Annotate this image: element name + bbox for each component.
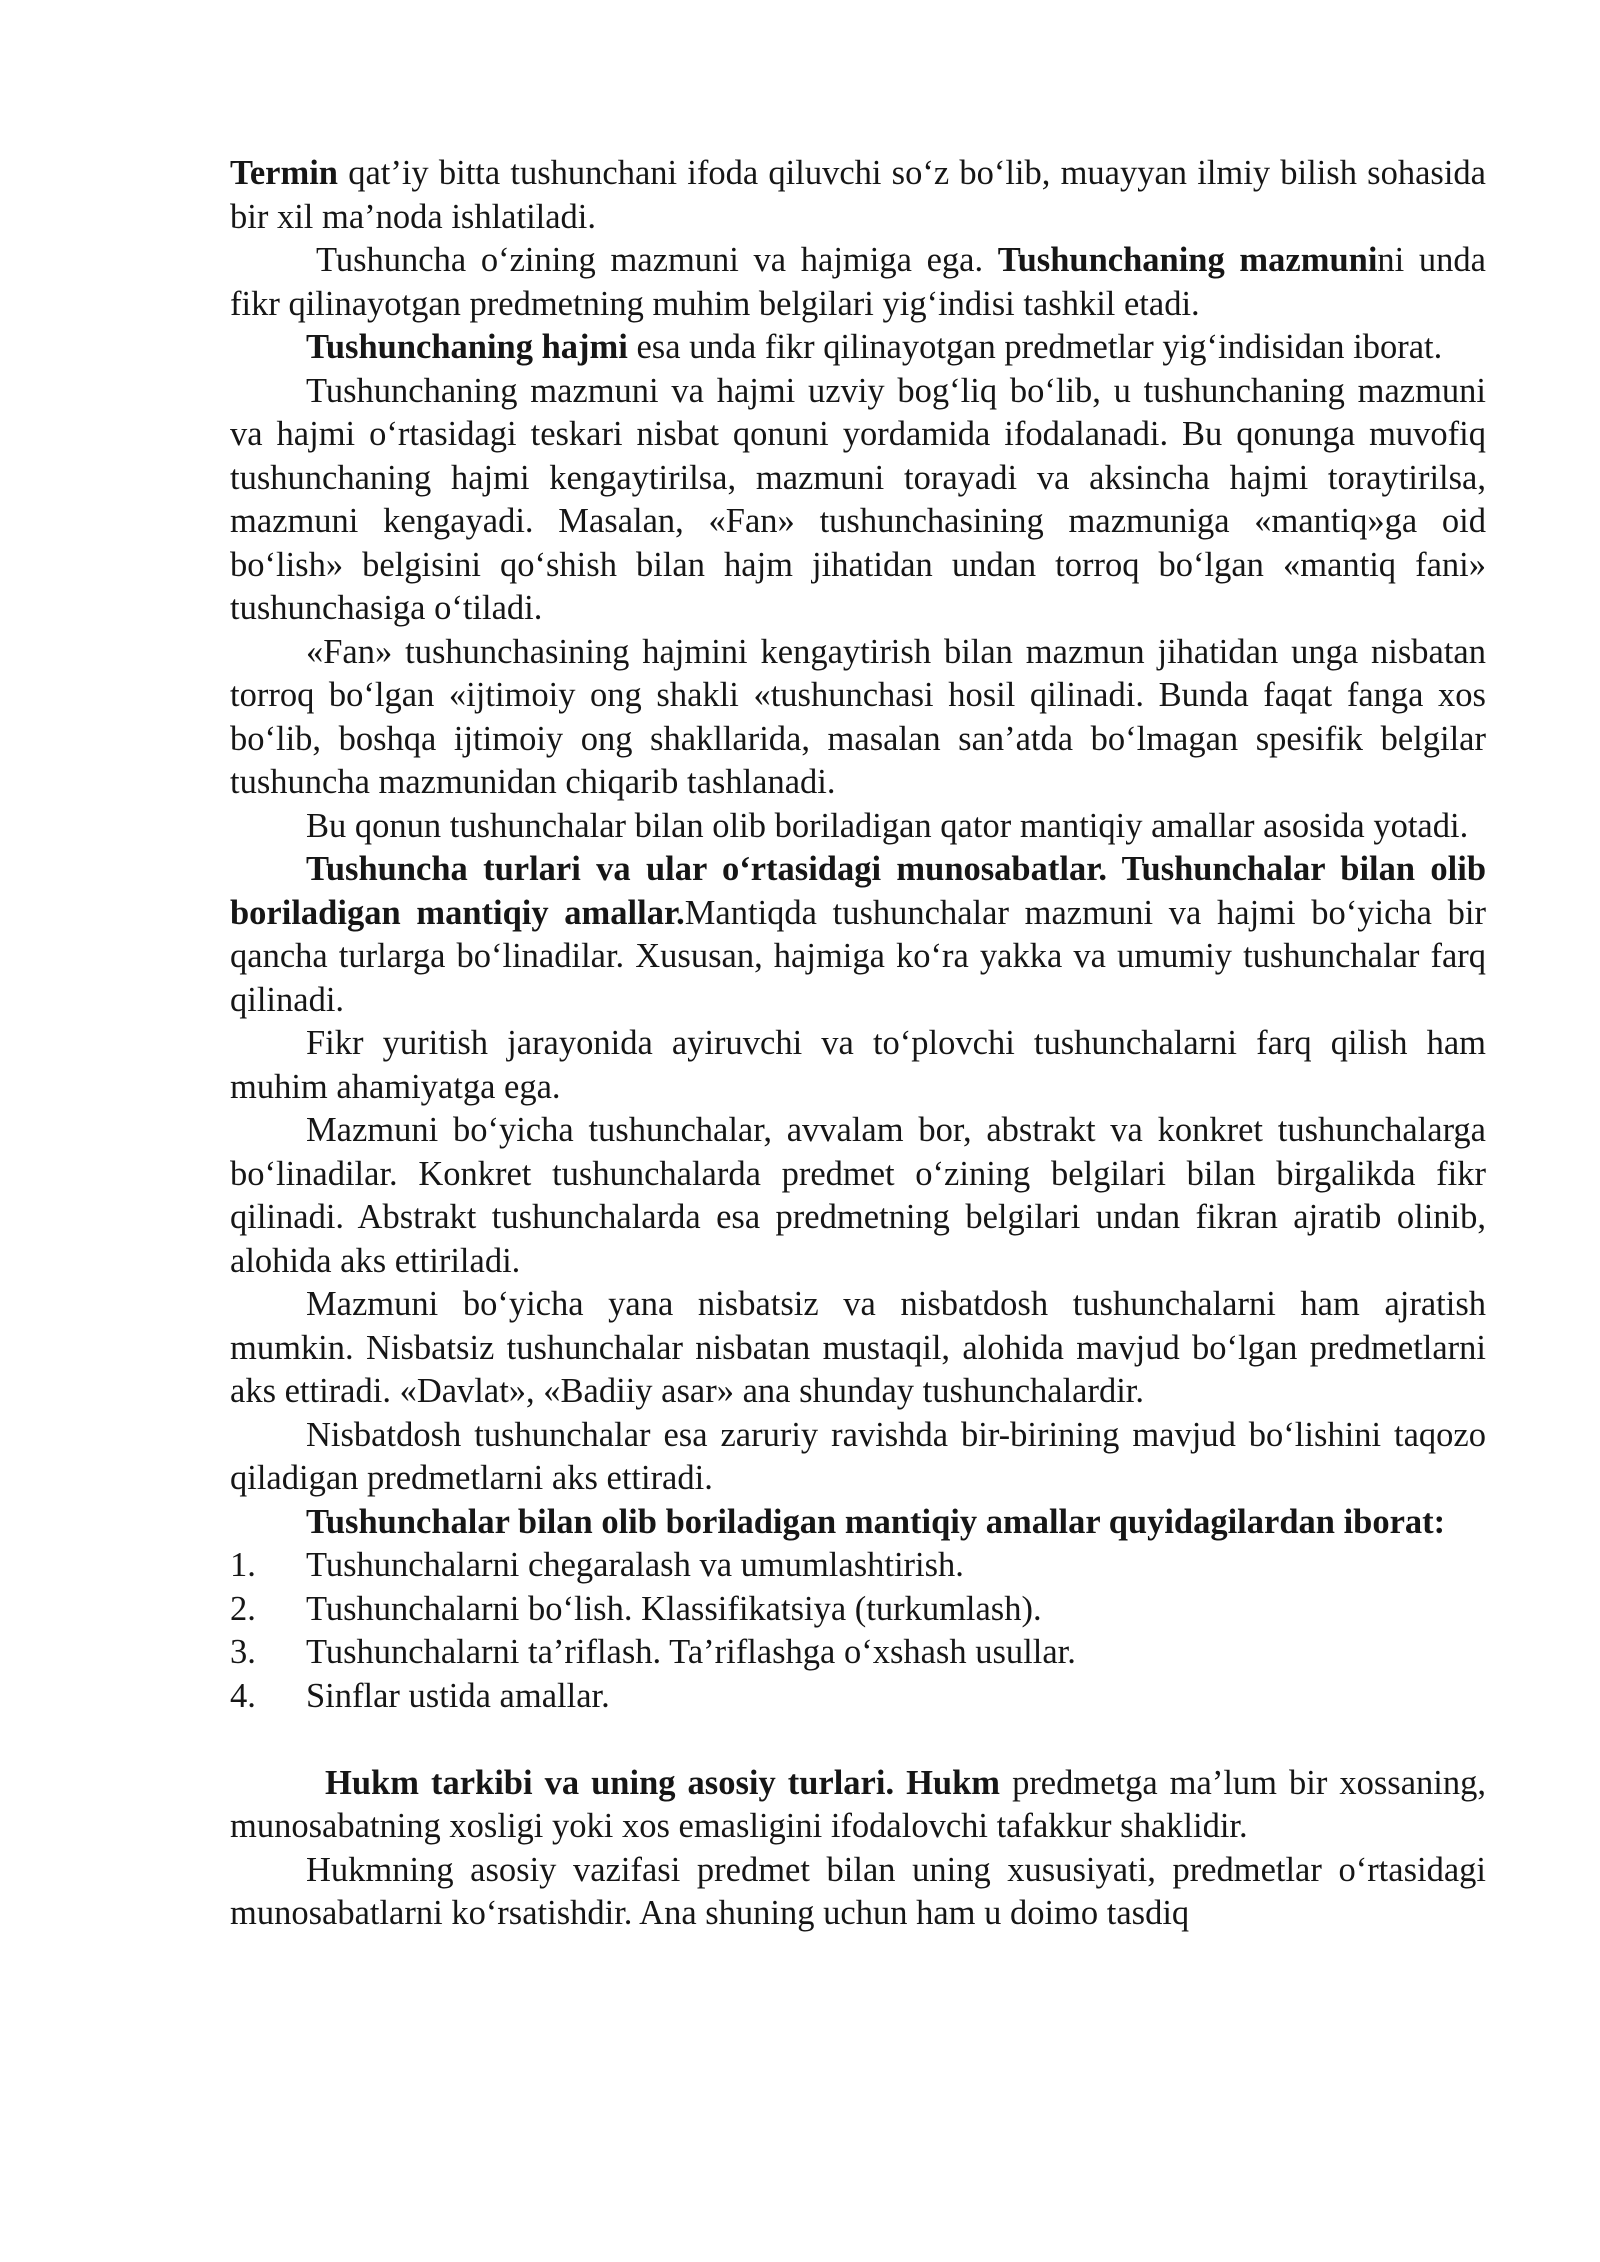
paragraph-nisbatdosh: Nisbatdosh tushunchalar esa zaruriy ravishda bir-birining mavjud bo‘lishini taqozo qiladigan predmetlarni aks ettiradi. (230, 1415, 1486, 1497)
operations-list (230, 1544, 1486, 1718)
list-number: 3. (230, 1633, 256, 1671)
paragraph-tushuncha-turlari (230, 848, 1486, 1022)
list-item (230, 1631, 1486, 1675)
bold-term: Termin (230, 154, 338, 192)
paragraph-amallar-heading (230, 1501, 1486, 1545)
list-text: Tushunchalarni bo‘lish. Klassifikatsiya (turkumlash). (306, 1589, 1042, 1628)
list-number: 4. (230, 1676, 256, 1715)
section-heading: Tushuncha turlari va ular o‘rtasidagi munosabatlar. Tushunchalar bilan olib boriladigan mantiqiy amallar. (230, 850, 1486, 932)
document-body (230, 152, 1486, 1936)
list-item (230, 1588, 1486, 1632)
list-number: 2. (230, 1589, 256, 1628)
paragraph-teskari-nisbat: Tushunchaning mazmuni va hajmi uzviy bog‘liq bo‘lib, u tushunchaning mazmuni va hajmi o‘rtasidagi teskari nisbat qonuni yordamida ifodalanadi. Bu qonunga muvofiq tushunchaning hajmi kengaytirilsa, mazmuni torayadi va aksincha hajmi toraytirilsa, mazmuni kengayadi. Masalan, «Fan» tushunchasining mazmuniga «mantiq»ga oid bo‘lish» belgisini qo‘shish bilan hajm jihatidan undan torroq bo‘lgan «mantiq fani» tushunchasiga o‘tiladi. (230, 371, 1486, 627)
paragraph-abstrakt-konkret: Mazmuni bo‘yicha tushunchalar, avvalam bor, abstrakt va konkret tushunchalarga bo‘linadilar. Konkret tushunchalarda predmet o‘zining belgilari bilan birgalikda fikr qilinadi. Abstrakt tushunchalarda esa predmetning belgilari undan fikran ajratib olinib, alohida aks ettiriladi. (230, 1111, 1486, 1280)
list-text: Tushunchalarni ta’riflash. Ta’riflashga o‘xshash usullar. (306, 1633, 1076, 1671)
paragraph-text: ni unda fikr qilinayotgan predmetning muhim belgilari yig‘indisi tashkil etadi. (230, 241, 1486, 323)
paragraph-ayiruvchi: Fikr yuritish jarayonida ayiruvchi va to‘plovchi tushunchalarni farq qilish ham muhim ahamiyatga ega. (230, 1024, 1486, 1106)
paragraph-text: predmetga ma’lum bir xossaning, munosabatning xosligi yoki xos emasligini ifodalovchi tafakkur shaklidir. (230, 1763, 1486, 1845)
list-text: Tushunchalarni chegaralash va umumlashtirish. (306, 1546, 964, 1584)
paragraph-nisbatsiz: Mazmuni bo‘yicha yana nisbatsiz va nisbatdosh tushunchalarni ham ajratish mumkin. Nisbatsiz tushunchalar nisbatan mustaqil, alohida mavjud bo‘lgan predmetlarni aks ettiradi. «Davlat», «Badiiy asar» ana shunday tushunchalardir. (230, 1285, 1486, 1410)
paragraph-fan-example: «Fan» tushunchasining hajmini kengaytirish bilan mazmun jihatidan unga nisbatan torroq bo‘lgan «ijtimoiy ong shakli «tushunchasi hosil qilinadi. Bunda faqat fanga xos bo‘lib, boshqa ijtimoiy ong shakllarida, masalan san’atda bo‘lmagan spesifik belgilar tushuncha mazmunidan chiqarib tashlanadi. (230, 632, 1486, 801)
paragraph-text: Mantiqda tushunchalar mazmuni va hajmi bo‘yicha bir qancha turlarga bo‘linadilar. Xususan, hajmiga ko‘ra yakka va umumiy tushunchalar farq qilinadi. (230, 893, 1486, 1019)
paragraph-termin (230, 152, 1486, 239)
section-heading: Hukm tarkibi va uning asosiy turlari. Hukm (325, 1763, 1001, 1802)
paragraph-hajmi (230, 326, 1486, 370)
bold-heading: Tushunchalar bilan olib boriladigan mantiqiy amallar quyidagilardan iborat: (306, 1502, 1446, 1541)
paragraph-text: esa unda fikr qilinayotgan predmetlar yig‘indisidan iborat. (627, 328, 1443, 366)
bold-term: Tushunchaning mazmuni (997, 241, 1378, 279)
paragraph-hukm-vazifasi: Hukmning asosiy vazifasi predmet bilan uning xususiyati, predmetlar o‘rtasidagi munosabatlarni ko‘rsatishdir. Ana shuning uchun ham u doimo tasdiq (230, 1850, 1486, 1932)
list-text: Sinflar ustida amallar. (306, 1676, 610, 1715)
list-number: 1. (230, 1546, 256, 1584)
paragraph-text: Tushuncha o‘zining mazmuni va hajmiga ega. (316, 241, 998, 279)
bold-term: Tushunchaning hajmi (306, 328, 628, 366)
paragraph-mazmuni (230, 239, 1486, 326)
paragraph-hukm (230, 1762, 1486, 1849)
paragraph-text: qat’iy bitta tushunchani ifoda qiluvchi so‘z bo‘lib, muayyan ilmiy bilish sohasida bir xil ma’noda ishlatiladi. (230, 154, 1486, 236)
list-item (230, 1544, 1486, 1588)
blank-line (230, 1718, 1486, 1762)
paragraph-qonun: Bu qonun tushunchalar bilan olib boriladigan qator mantiqiy amallar asosida yotadi. (306, 806, 1469, 845)
list-item (230, 1675, 1486, 1719)
